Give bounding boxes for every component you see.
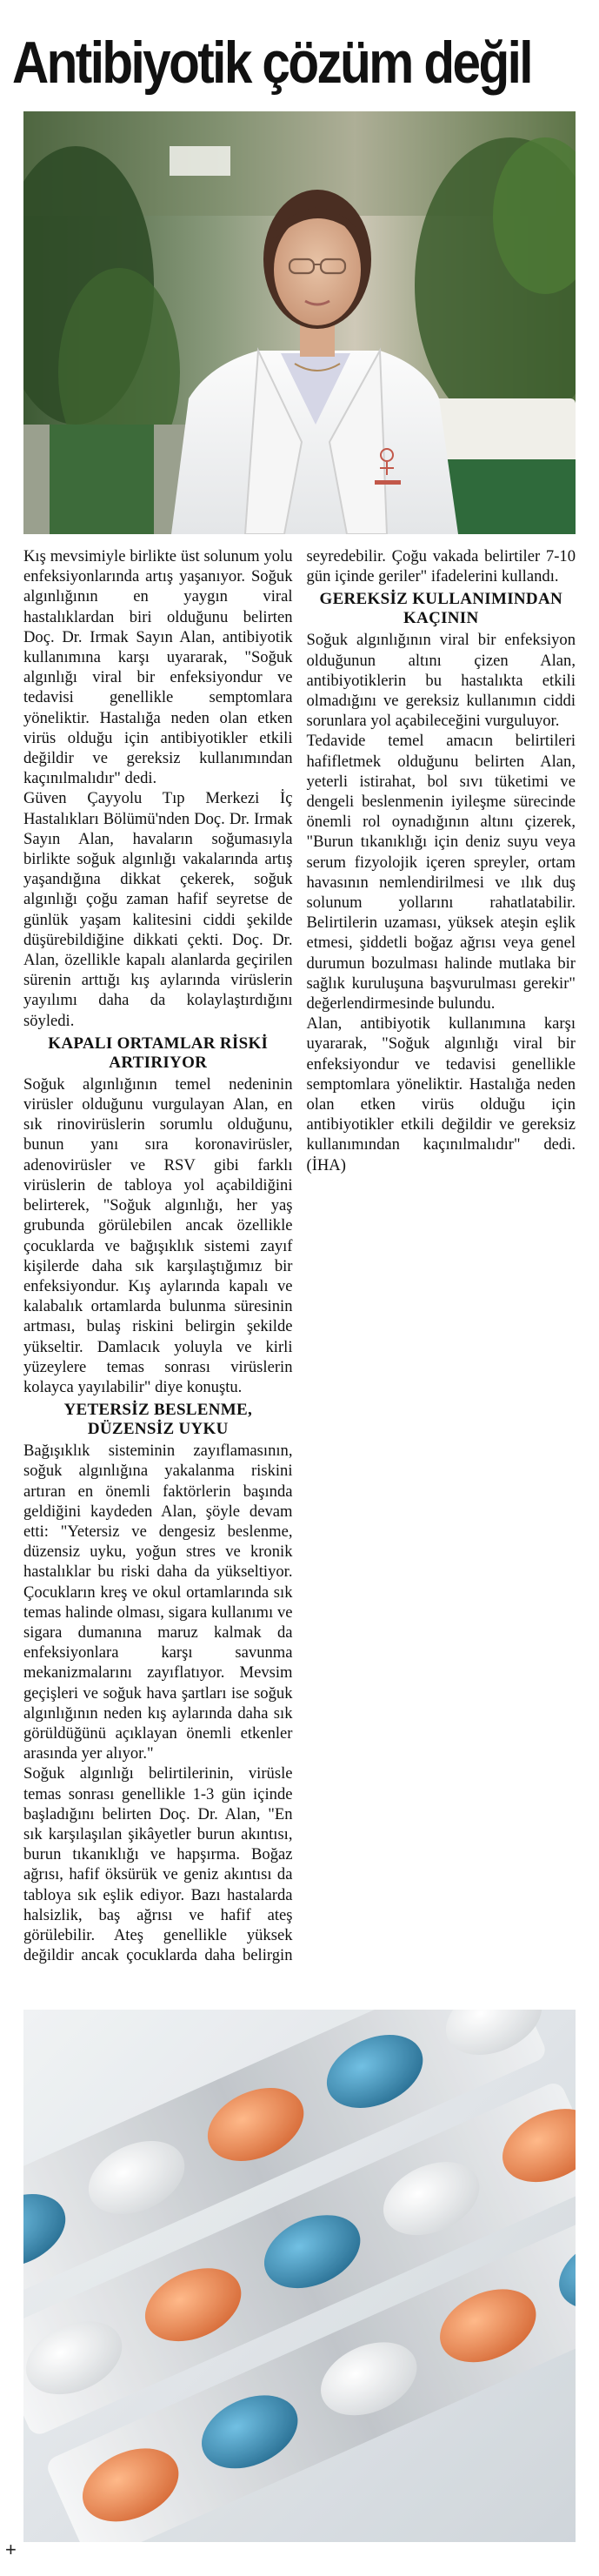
article-paragraph: Bağışıklık sisteminin zayıflamasının, soğuk algınlığına yakalanma riskini artıran en önemli faktörlerin başında geldiğini kaydeden Alan, şöyle devam etti: "Yetersiz ve dengesiz beslenme, düzensiz uyku, yoğun stres ve kronik hastalıklar bu riski daha da yükseltiyor. Çocukların kreş ve okul ortamlarında sık temas halinde olması, sigara kullanımı ve sigara dumanına maruz kalmak da enfeksiyonlara karşı savunma mekanizmalarını zayıflatıyor. Mevsim geçişleri ve soğuk hava şartları ise soğuk algınlığının neden kış aylarında daha sık görüldüğünü açıklayan önemli etkenler arasında yer alıyor." bbox=[23, 1442, 293, 1763]
subheading: YETERSİZ BESLENME, DÜZENSİZ UYKU bbox=[63, 1401, 253, 1439]
article-paragraph: Soğuk algınlığının temel nedeninin virüsler olduğunu vurgulayan Alan, en sık rinovirüslerin sorumlu olduğunu, bunun yanı sıra koronavirüsler, adenovirüsler ve RSV gibi farklı virüslerin de tabloya yol açabildiğini belirterek, "Soğuk algınlığı, her yaş grubunda görülebilen ancak özellikle çocuklarda ve bağışıklık sistemi zayıf kişilerde daha sık karşılaştığımız bir enfeksiyondur. Kış aylarında kapalı ve kalabalık ortamlarda bulunma süresinin artması, bulaş riskini belirgin şekilde yükseltir. Damlacık yoluyla ve kirli yüzeylere temas sonrası virüslerin kolayca yayılabilir" diye konuştu. bbox=[23, 1074, 293, 1396]
article-paragraph: Güven Çayyolu Tıp Merkezi İç Hastalıkları Bölümü'nden Doç. Dr. Irmak Sayın Alan, havaların soğumasıyla birlikte soğuk algınlığı vakalarında artış yaşandığına dikkat çekerek, soğuk algınlığı çoğu zaman hafif seyretse de günlük yaşam kalitesini ciddi şekilde düşürebildiğine dikkati çekti. Doç. Dr. Alan, özellikle kapalı alanlarda geçirilen sürenin arttığı kış aylarında virüslerin yayılımı daha da kolaylaştırdığını söyledi. bbox=[23, 789, 293, 1030]
article-paragraph: Soğuk algınlığı belirtilerinin, virüsle temas sonrası genellikle 1-3 gün içinde başladığını belirten Doç. Dr. Alan, "En sık karşılaşılan şikâyetler burun akıntısı, burun tıkanıklığı ve hapşırma. Boğaz ağrısı, hafif öksürük ve geniz akıntısı da tabloya sık eşlik ediyor. Bazı hastalarda halsizlik, baş ağrısı ve hafif ateş görülebilir. Ateş genellikle yüksek değildir ancak çocuklarda daha belirgin seyredebilir. Çoğu vakada belirtiler 7-10 gün içinde geriler" ifadelerini kullandı. bbox=[23, 547, 576, 1965]
headline: Antibiyotik çözüm değil bbox=[12, 30, 531, 96]
pills-blister-pack-photo bbox=[23, 2010, 576, 2542]
pills-illustration bbox=[23, 2010, 576, 2542]
article-paragraph: Kış mevsimiyle birlikte üst solunum yolu enfeksiyonlarında artış yaşanıyor. Soğuk algınlığının en yaygın viral hastalıklardan biri olduğunu belirten Doç. Dr. Irmak Sayın Alan, antibiyotik kullanımına karşı uyararak, "Soğuk algınlığı viral bir enfeksiyondur ve tedavisi genellikle semptomlara yöneliktir. Hastalığa neden olan etken virüs olduğu için antibiyotikler etkili değildir ve gereksiz kullanımından kaçınılmalıdır" dedi. bbox=[23, 547, 293, 788]
article-paragraph: Alan, antibiyotik kullanımına karşı uyararak, "Soğuk algınlığı viral bir enfeksiyondur ve tedavisi genellikle semptomlara yöneliktir. Hastalığa neden olan etken virüs olduğu için antibiyotikler etkili değildir ve gereksiz kullanımından kaçınılmalıdır" dedi.(İHA) bbox=[306, 1014, 576, 1174]
doctor-portrait-photo bbox=[23, 111, 576, 534]
subheading: GEREKSİZ KULLANIMINDAN KAÇININ bbox=[319, 590, 562, 628]
crop-mark: + bbox=[5, 2539, 17, 2560]
article-body bbox=[23, 546, 576, 1999]
doctor-photo-illustration bbox=[23, 111, 576, 534]
article-paragraph: Tedavide temel amacın belirtileri hafifletmek olduğunu belirten Alan, yeterli istirahat, bol sıvı tüketimi ve dengeli beslenmenin iyileşme sürecinde önemli rol oynadığının altını çizerek, "Burun tıkanıklığı için deniz suyu veya serum fizyolojik içeren spreyler, ortam havasının nemlendirilmesi ve ılık duş solunum yollarını rahatlatabilir. Belirtilerin uzaması, yüksek ateşin eşlik etmesi, şiddetli boğaz ağrısı veya genel durumun bozulması halinde mutlaka bir sağlık kuruluşuna başvurulması gerekir" değerlendirmesinde bulundu. bbox=[306, 732, 576, 1014]
article-paragraph: Soğuk algınlığının viral bir enfeksiyon olduğunun altını çizen Alan, antibiyotiklerin bu hastalıkta etkili olmadığını ve gereksiz kullanımın ciddi sorunlara yol açabileceğini vurguluyor. bbox=[306, 631, 576, 731]
subheading: KAPALI ORTAMLAR RİSKİ ARTIRIYOR bbox=[48, 1034, 269, 1072]
